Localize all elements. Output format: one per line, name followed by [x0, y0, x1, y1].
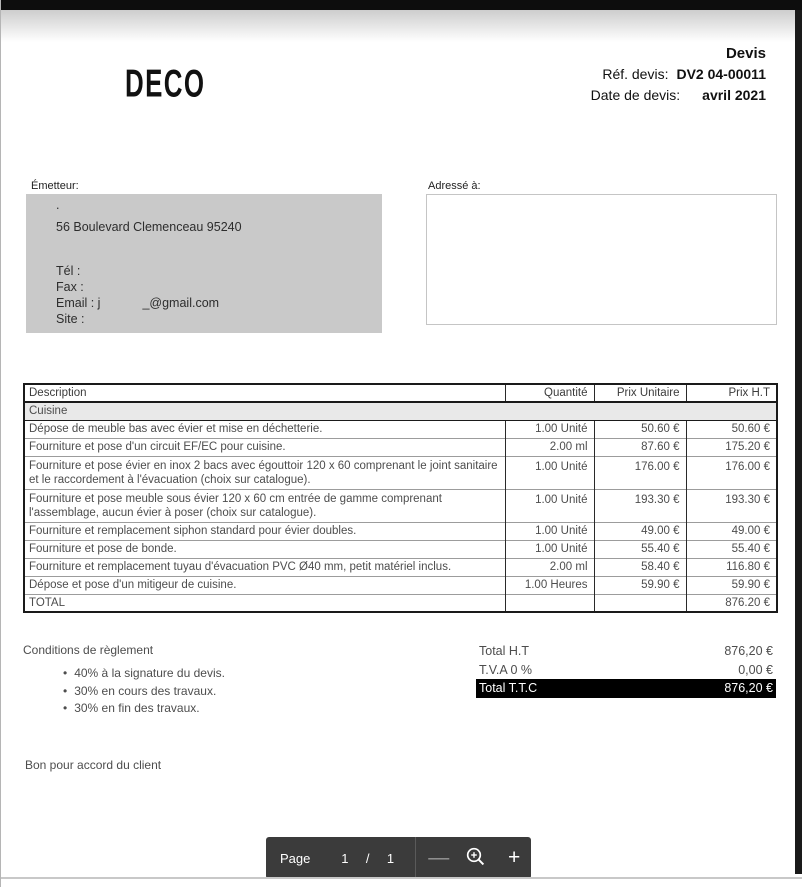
- total-ttc-label: Total T.T.C: [479, 681, 538, 696]
- sender-fax: Fax :: [56, 280, 84, 294]
- total-ht-value: 876,20 €: [724, 644, 773, 659]
- sender-label: Émetteur:: [31, 180, 79, 192]
- item-unit-price: 50.60 €: [594, 420, 686, 438]
- sender-email: [56, 296, 219, 310]
- table-header-row: [24, 384, 777, 402]
- table-row: [24, 576, 777, 594]
- page-top-shadow: [1, 10, 802, 42]
- quote-reference-line: [591, 64, 766, 85]
- table-row: [24, 558, 777, 576]
- table-row: [24, 456, 777, 489]
- tva-label: T.V.A 0 %: [479, 662, 533, 677]
- item-unit-price: 193.30 €: [594, 489, 686, 522]
- total-row-unit-empty: [594, 594, 686, 612]
- item-total: 193.30 €: [686, 489, 777, 522]
- total-row-qty-empty: [505, 594, 594, 612]
- condition-item: • 40% à la signature du devis.: [63, 665, 225, 683]
- item-description: Dépose de meuble bas avec évier et mise en déchetterie.: [24, 420, 505, 438]
- item-unit-price: 176.00 €: [594, 456, 686, 489]
- right-scrollbar[interactable]: [795, 10, 802, 874]
- item-total: 50.60 €: [686, 420, 777, 438]
- tva-row: [476, 661, 776, 680]
- zoom-reset-button[interactable]: [460, 840, 494, 876]
- document-type-title: Devis: [725, 45, 766, 62]
- payment-conditions-list: [63, 665, 225, 718]
- toolbar-divider: [415, 837, 416, 879]
- item-quantity: 1.00 Unité: [505, 420, 594, 438]
- total-ht-row: [476, 642, 776, 661]
- recipient-box-empty: [426, 194, 777, 325]
- item-unit-price: 49.00 €: [594, 522, 686, 540]
- item-quantity: 1.00 Unité: [505, 540, 594, 558]
- total-row-label: TOTAL: [24, 594, 505, 612]
- col-header-price-ht: Prix H.T: [686, 384, 777, 402]
- item-quantity: 1.00 Heures: [505, 576, 594, 594]
- company-logo: DECO: [125, 62, 206, 106]
- sender-box-redacted: [26, 194, 382, 333]
- section-label: Cuisine: [24, 402, 777, 420]
- sender-email-suffix: _@gmail.com: [142, 296, 220, 310]
- quote-ref-label: Réf. devis:: [602, 66, 669, 82]
- item-description: Fourniture et pose meuble sous évier 120 x 60 cm entrée de gamme comprenant l'assemblage, aucun évier à poser (choix sur catalogue).: [24, 489, 505, 522]
- page-label: Page: [280, 850, 311, 866]
- item-unit-price: 55.40 €: [594, 540, 686, 558]
- zoom-out-button[interactable]: —: [422, 840, 456, 876]
- recipient-label: Adressé à:: [428, 180, 481, 192]
- item-description: Fourniture et pose de bonde.: [24, 540, 505, 558]
- item-quantity: 1.00 Unité: [505, 489, 594, 522]
- item-total: 175.20 €: [686, 438, 777, 456]
- total-ht-label: Total H.T: [479, 644, 530, 659]
- sender-site: Site :: [56, 312, 85, 326]
- item-description: Fourniture et pose d'un circuit EF/EC pour cuisine.: [24, 438, 505, 456]
- section-row-cuisine: [24, 402, 777, 420]
- table-row: [24, 420, 777, 438]
- item-total: 116.80 €: [686, 558, 777, 576]
- quote-date-line: [591, 85, 766, 106]
- condition-item: • 30% en cours des travaux.: [63, 683, 225, 701]
- item-total: 55.40 €: [686, 540, 777, 558]
- quote-date-label: Date de devis:: [590, 87, 681, 103]
- item-quantity: 1.00 Unité: [505, 456, 594, 489]
- item-unit-price: 59.90 €: [594, 576, 686, 594]
- condition-item: • 30% en fin des travaux.: [63, 700, 225, 718]
- item-total: 49.00 €: [686, 522, 777, 540]
- table-total-row: [24, 594, 777, 612]
- totals-summary: [476, 642, 776, 698]
- magnifier-plus-icon: [465, 846, 487, 871]
- client-approval-text: Bon pour accord du client: [25, 758, 162, 772]
- table-row: [24, 489, 777, 522]
- item-quantity: 2.00 ml: [505, 558, 594, 576]
- item-quantity: 1.00 Unité: [505, 522, 594, 540]
- item-description: Dépose et pose d'un mitigeur de cuisine.: [24, 576, 505, 594]
- total-ttc-value: 876,20 €: [724, 681, 773, 696]
- item-total: 59.90 €: [686, 576, 777, 594]
- item-unit-price: 58.40 €: [594, 558, 686, 576]
- zoom-in-button[interactable]: +: [497, 840, 531, 876]
- current-page-input[interactable]: 1: [341, 850, 349, 866]
- quote-header: [591, 44, 766, 106]
- sender-email-prefix: Email : j: [56, 296, 101, 310]
- table-row: [24, 522, 777, 540]
- quote-ref-value: DV2 04-00011: [676, 66, 766, 82]
- top-border-bar: [1, 0, 802, 10]
- viewer-toolbar: [266, 837, 531, 879]
- table-row: [24, 438, 777, 456]
- total-pages-label: 1: [386, 850, 395, 866]
- item-unit-price: 87.60 €: [594, 438, 686, 456]
- quote-date-value: avril 2021: [702, 87, 766, 103]
- table-row: [24, 540, 777, 558]
- sender-tel: Tél :: [56, 264, 81, 278]
- sender-address: 56 Boulevard Clemenceau 95240: [56, 220, 242, 234]
- total-row-amount: 876.20 €: [686, 594, 777, 612]
- sender-name-line: .: [56, 198, 60, 212]
- col-header-description: Description: [24, 384, 505, 402]
- item-total: 176.00 €: [686, 456, 777, 489]
- tva-value: 0,00 €: [738, 662, 773, 677]
- item-description: Fourniture et remplacement tuyau d'évacuation PVC Ø40 mm, petit matériel inclus.: [24, 558, 505, 576]
- item-description: Fourniture et remplacement siphon standard pour évier doubles.: [24, 522, 505, 540]
- payment-conditions-title: Conditions de règlement: [23, 643, 154, 657]
- line-items-table: [23, 383, 778, 613]
- item-description: Fourniture et pose évier en inox 2 bacs avec égouttoir 120 x 60 comprenant le joint sanitaire et le raccordement à l'évacuation (choix sur catalogue).: [24, 456, 505, 489]
- page-separator: /: [365, 850, 370, 866]
- item-quantity: 2.00 ml: [505, 438, 594, 456]
- col-header-quantity: Quantité: [505, 384, 594, 402]
- col-header-unit-price: Prix Unitaire: [594, 384, 686, 402]
- bottom-divider-line: [1, 877, 802, 879]
- total-ttc-row: [476, 679, 776, 698]
